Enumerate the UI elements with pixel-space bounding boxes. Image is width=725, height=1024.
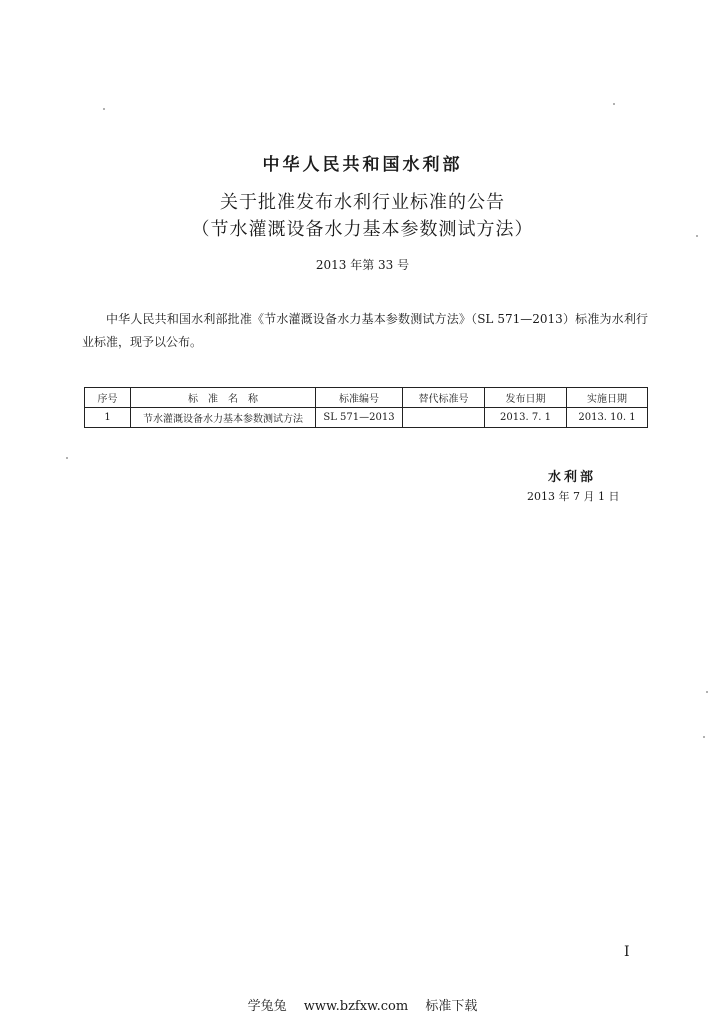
announcement-title: 关于批准发布水利行业标准的公告 [220,192,505,213]
issuer-heading: 中华人民共和国水利部 [262,155,463,175]
col-header-name: 标 准 名 称 [131,388,316,408]
col-header-effective-date: 实施日期 [567,388,648,408]
scan-speck [696,235,698,237]
scan-speck [706,691,708,693]
signature-date: 2013 年 7 月 1 日 [527,490,620,503]
col-header-code: 标准编号 [316,388,403,408]
footer-watermark: 学兔兔 www.bzfxw.com 标准下载 [247,999,478,1014]
scan-speck [703,736,705,738]
document-number: 2013 年第 33 号 [315,258,410,272]
cell-code: SL 571—2013 [316,408,403,428]
scan-speck [103,108,105,110]
page-number: I [624,944,630,960]
cell-replaced [403,408,485,428]
col-header-index: 序号 [85,388,131,408]
standards-table [84,387,648,428]
cell-release-date: 2013. 7. 1 [485,408,567,428]
signature-organization: 水利部 [548,470,597,485]
announcement-body: 中华人民共和国水利部批准《节水灌溉设备水力基本参数测试方法》（SL 571—2013）标准为水利行业标准，现予以公布。 [82,312,648,349]
cell-index: 1 [85,408,131,428]
col-header-replaced: 替代标准号 [403,388,485,408]
cell-name: 节水灌溉设备水力基本参数测试方法 [131,408,316,428]
table-header-row [85,388,648,408]
announcement-subtitle: （节水灌溉设备水力基本参数测试方法） [191,219,534,240]
scan-speck [613,103,615,105]
scan-speck [66,457,68,459]
table-row [85,408,648,428]
cell-effective-date: 2013. 10. 1 [567,408,648,428]
col-header-release-date: 发布日期 [485,388,567,408]
